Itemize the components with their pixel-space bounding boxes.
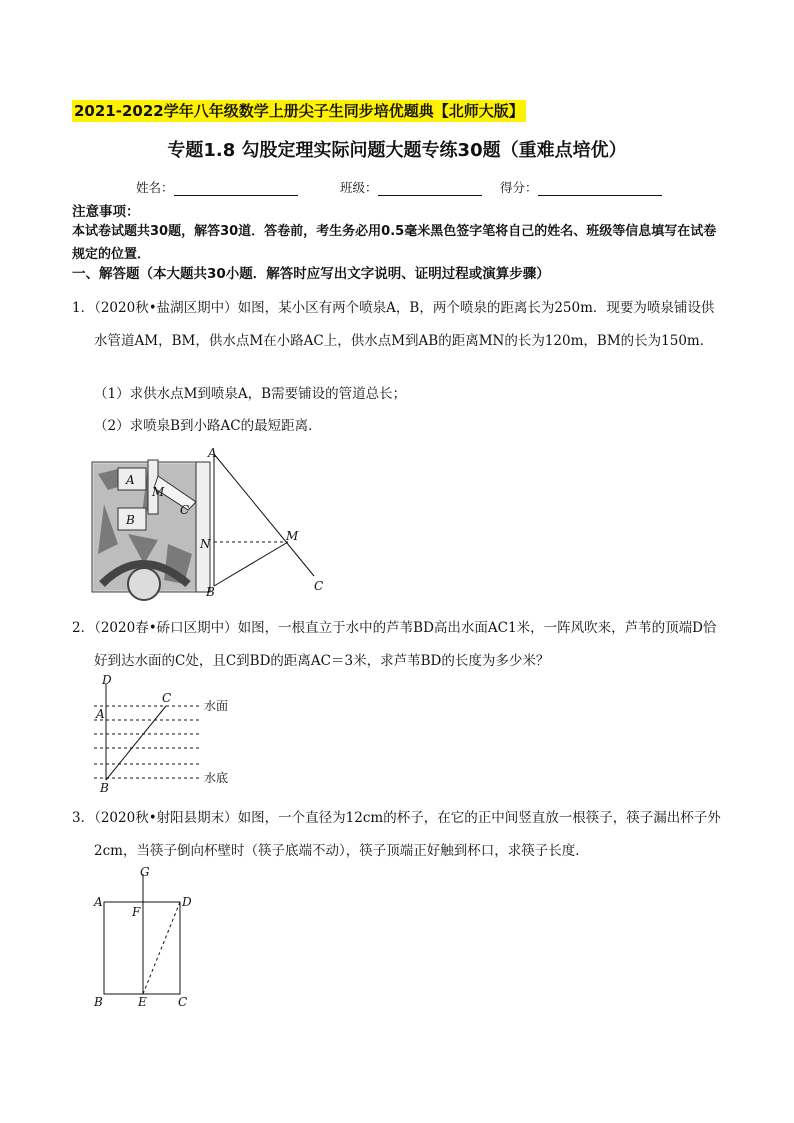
score-blank[interactable] (538, 181, 662, 196)
question-3-body: 3．（2020秋•射阳县期末）如图，一个直径为12cm的杯子，在它的正中间竖直放一根筷子，筷子漏出杯子外2cm，当筷子倒向杯壁时（筷子底端不动），筷子顶端正好触到杯口，求筷子长度． (72, 810, 721, 859)
reed-bc (106, 706, 166, 780)
segment-bm (214, 542, 288, 586)
section-heading: 一、解答题（本大题共30小题．解答时应写出文字说明、证明过程或演算步骤） (72, 266, 550, 282)
cup-outline (104, 902, 180, 994)
chopstick-ed (143, 902, 180, 994)
label-b: B (94, 995, 103, 1009)
page-title: 专题1.8 勾股定理实际问题大题专练30题（重难点培优） (167, 140, 627, 161)
name-blank[interactable] (174, 181, 298, 196)
photo-label-b: B (126, 513, 135, 527)
diagram-label-c: C (314, 579, 324, 593)
label-f: F (132, 905, 141, 919)
photo-sketch (92, 460, 210, 600)
photo-label-n: N (200, 537, 211, 551)
label-b: B (100, 781, 109, 794)
label-water-surface: 水面 (204, 699, 229, 713)
label-e: E (138, 995, 147, 1009)
question-1-text (72, 292, 722, 358)
label-a: A (94, 895, 103, 909)
label-g: G (140, 865, 150, 879)
diagram-label-b: B (206, 585, 215, 599)
label-water-bottom: 水底 (204, 771, 229, 785)
banner: 2021-2022学年八年级数学上册尖子生同步培优题典【北师大版】 (74, 102, 524, 120)
question-1-sub-1: （1）求供水点M到喷泉A，B需要铺设的管道总长； (94, 386, 407, 402)
question-1-sub-2: （2）求喷泉B到小路AC的最短距离． (94, 418, 322, 434)
diagram-label-a: A (208, 446, 217, 460)
class-field[interactable] (340, 178, 482, 196)
notes-heading: 注意事项： (72, 204, 140, 220)
diagram-label-m: M (286, 529, 299, 543)
question-2-body: 2．（2020春•硚口区期中）如图，一根直立于水中的芦苇BD高出水面AC1米，一阵风吹来，芦苇的顶端D恰好到达水面的C处，且C到BD的距离AC＝3米，求芦苇BD的长度为多少米？ (72, 620, 717, 669)
label-d: D (102, 673, 112, 687)
question-1-figure (88, 444, 348, 604)
photo-label-a: A (126, 473, 135, 487)
label-c: C (162, 691, 172, 705)
question-1-body: 1．（2020秋•盐湖区期中）如图，某小区有两个喷泉A，B，两个喷泉的距离长为250m．现要为喷泉铺设供水管道AM，BM，供水点M在小路AC上，供水点M到AB的距离MN的长为120m，BM的长为150m． (72, 300, 715, 349)
score-label: 得分： (500, 180, 538, 195)
question-2-figure (88, 672, 248, 794)
name-label: 姓名： (136, 180, 174, 195)
photo-label-m: M (152, 485, 165, 499)
class-label: 班级： (340, 180, 378, 195)
class-blank[interactable] (378, 181, 482, 196)
label-d: D (182, 895, 192, 909)
water-layers (94, 706, 202, 778)
question-2-text (72, 612, 722, 678)
label-a: A (96, 707, 105, 721)
photo-label-c: C (180, 503, 190, 517)
question-3-figure (88, 864, 218, 1014)
notes-text: 本试卷试题共30题，解答30道．答卷前，考生务必用0.5毫米黑色签字笔将自己的姓名、班级等信息填写在试卷规定的位置． (72, 224, 717, 262)
score-field[interactable] (500, 178, 662, 196)
name-field[interactable] (136, 178, 298, 196)
question-3-text (72, 802, 722, 868)
segment-ac (214, 454, 314, 576)
label-c: C (178, 995, 188, 1009)
